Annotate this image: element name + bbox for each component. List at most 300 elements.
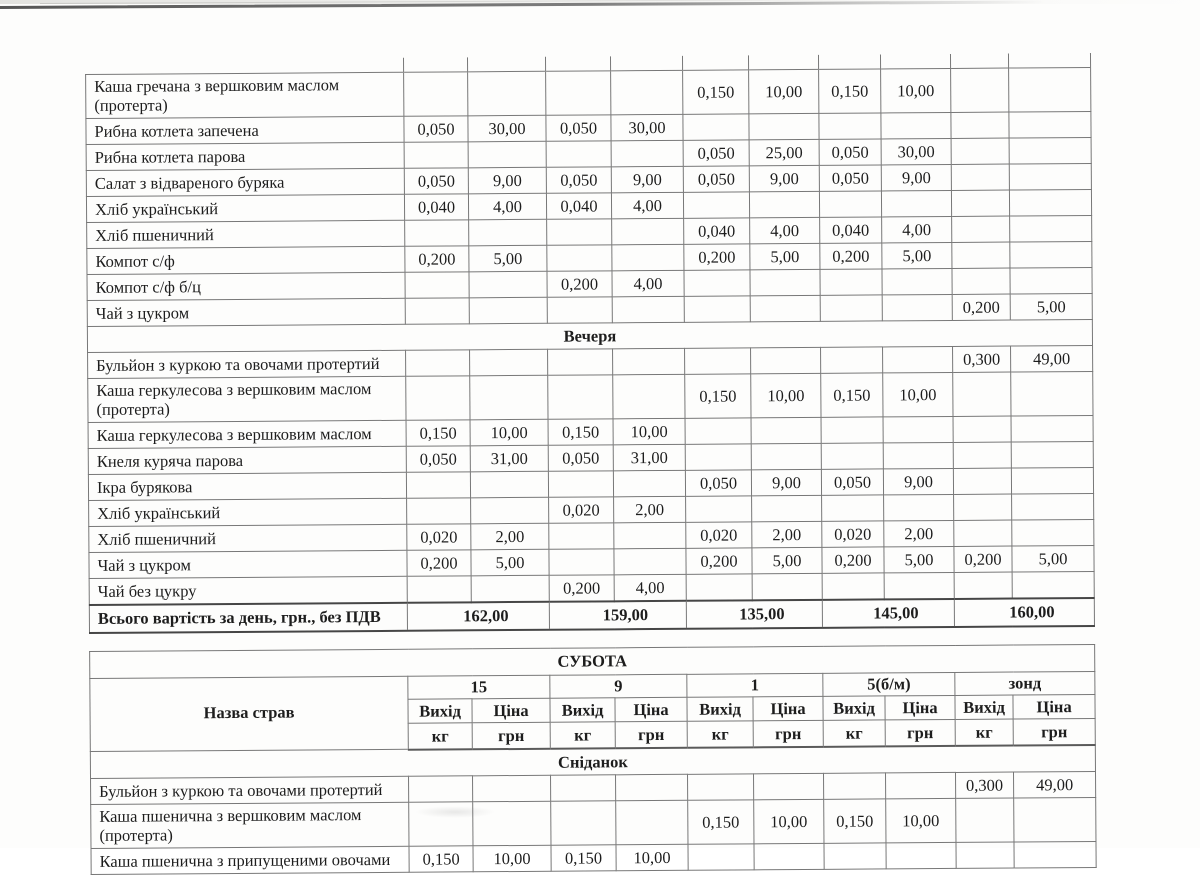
dish-name: Рибна котлета парова — [94, 146, 246, 167]
dish-name: Бульйон з куркою та овочами протертий — [99, 779, 383, 801]
portion-cell: 0,040 — [546, 193, 611, 219]
portion-cell — [547, 219, 612, 245]
price-cell — [616, 774, 688, 801]
price-cell — [884, 572, 954, 599]
price-cell — [1014, 841, 1096, 868]
price-cell — [751, 443, 821, 469]
dish-name-cell — [86, 168, 404, 196]
portion-cell — [549, 549, 614, 575]
price-cell — [751, 347, 821, 373]
dish-name: Хліб пшеничний — [95, 224, 214, 245]
price-cell — [1011, 467, 1093, 494]
price-cell — [883, 416, 953, 442]
dish-name: Рибна котлета запечена — [94, 120, 259, 141]
portion-cell: 0,020 — [686, 522, 752, 548]
dish-name: Бульйон з куркою та овочами протертий — [96, 353, 380, 375]
portion-cell — [548, 375, 613, 419]
price-header: Ціна — [885, 695, 955, 719]
portion-cell — [685, 348, 751, 374]
price-cell: 9,00 — [751, 469, 821, 495]
portion-cell: 0,020 — [549, 497, 614, 523]
portion-cell — [547, 297, 612, 323]
price-cell — [749, 191, 819, 217]
dinner-section-label: Вечеря — [87, 319, 1092, 352]
out-unit-header: кг — [408, 723, 472, 750]
price-cell: 10,00 — [470, 419, 548, 446]
dish-name-line2: (протерта) — [96, 399, 170, 420]
price-cell: 4,00 — [611, 192, 683, 219]
price-unit-header: грн — [615, 721, 687, 748]
portion-cell: 0,040 — [820, 217, 882, 243]
daily-total-value: 160,00 — [954, 598, 1094, 627]
portion-cell: 0,150 — [824, 799, 886, 843]
price-cell — [1012, 571, 1094, 598]
cutoff-cell — [682, 55, 748, 70]
price-cell: 5,00 — [469, 245, 547, 272]
price-unit-header: грн — [472, 722, 550, 749]
dish-name: Чай без цукру — [97, 580, 197, 601]
price-cell — [614, 548, 686, 575]
portion-cell: 0,200 — [686, 548, 752, 574]
dish-name: Каша пшенична з припущеними овочами — [99, 849, 391, 871]
price-cell — [750, 269, 820, 295]
dish-name: Кнеля куряча парова — [96, 450, 244, 471]
price-header: Ціна — [472, 698, 550, 723]
portion-cell: 0,150 — [551, 845, 616, 871]
portion-cell — [551, 801, 616, 845]
price-cell: 10,00 — [473, 845, 551, 872]
portion-cell: 0,200 — [820, 243, 882, 269]
dish-name-line2: (протерта) — [99, 825, 173, 846]
cutoff-cell — [880, 54, 950, 69]
price-cell — [612, 244, 684, 271]
dish-name: Чай з цукром — [95, 302, 190, 323]
price-cell — [468, 71, 546, 115]
price-cell: 5,00 — [752, 547, 822, 573]
portion-cell: 0,050 — [683, 140, 749, 166]
price-cell — [1009, 189, 1091, 216]
portion-cell — [683, 114, 749, 140]
portion-cell — [405, 220, 469, 246]
portion-cell: 0,200 — [547, 271, 612, 297]
portion-cell — [822, 573, 884, 600]
portion-cell — [956, 842, 1014, 868]
price-header: Ціна — [1013, 694, 1095, 719]
portion-cell: 0,200 — [684, 244, 750, 270]
price-cell — [752, 495, 822, 521]
price-cell: 9,00 — [468, 167, 546, 194]
dish-name-cell — [88, 376, 406, 422]
scan-smudge — [415, 806, 495, 818]
price-cell: 31,00 — [613, 444, 685, 471]
price-cell: 5,00 — [471, 549, 549, 576]
portion-cell — [819, 191, 881, 217]
diet-group-header: 9 — [550, 674, 687, 698]
dish-row — [91, 797, 1096, 848]
price-cell — [614, 522, 686, 549]
name-column-header: Назва страв — [90, 676, 409, 752]
price-cell: 9,00 — [883, 468, 953, 494]
portion-cell: 0,150 — [406, 420, 470, 446]
portion-cell — [406, 350, 470, 376]
dish-row — [86, 67, 1091, 118]
price-cell: 9,00 — [881, 164, 951, 190]
portion-cell — [685, 444, 751, 470]
daily-total-value: 159,00 — [549, 601, 686, 630]
dish-name-cell — [91, 776, 409, 804]
price-cell: 9,00 — [611, 166, 683, 193]
price-cell — [612, 296, 684, 323]
portion-cell: 0,300 — [955, 772, 1013, 798]
price-cell — [1014, 797, 1096, 842]
out-header: Вихід — [955, 695, 1013, 719]
portion-cell — [820, 269, 882, 295]
cutoff-cell — [545, 56, 610, 71]
price-cell: 4,00 — [468, 193, 546, 220]
saturday-title: СУБОТА — [90, 644, 1095, 678]
price-cell: 10,00 — [749, 69, 819, 113]
price-cell — [749, 113, 819, 139]
dish-name: Каша пшенична з вершковим маслом — [99, 804, 362, 826]
portion-cell — [409, 776, 473, 802]
price-cell — [468, 141, 546, 168]
out-unit-header: кг — [687, 721, 753, 748]
price-cell: 10,00 — [881, 68, 951, 112]
portion-cell: 0,050 — [685, 470, 751, 496]
price-cell: 25,00 — [749, 139, 819, 165]
out-unit-header: кг — [823, 720, 885, 747]
dish-name: Чай з цукром — [97, 554, 191, 575]
price-cell — [882, 268, 952, 294]
price-cell — [470, 375, 548, 419]
dish-name-cell — [89, 524, 407, 552]
portion-cell — [954, 572, 1012, 599]
price-cell: 2,00 — [614, 496, 686, 523]
price-cell — [1009, 137, 1091, 164]
price-cell: 49,00 — [1013, 771, 1095, 798]
cutoff-cell — [748, 55, 818, 70]
portion-cell — [688, 844, 754, 870]
dish-name-cell — [89, 498, 407, 526]
price-cell — [470, 349, 548, 376]
portion-cell — [952, 268, 1010, 294]
price-cell — [1009, 163, 1091, 190]
portion-cell — [688, 774, 754, 800]
portion-cell — [951, 68, 1009, 112]
price-cell: 5,00 — [1010, 293, 1092, 320]
price-cell — [611, 140, 683, 167]
portion-cell — [406, 376, 470, 420]
out-header: Вихід — [823, 696, 885, 720]
portion-cell: 0,200 — [822, 547, 884, 573]
portion-cell — [546, 141, 611, 167]
portion-cell: 0,200 — [405, 246, 469, 272]
portion-cell — [953, 416, 1011, 442]
dish-name-cell — [88, 446, 406, 474]
diet-group-header: 1 — [687, 673, 823, 697]
price-cell — [471, 575, 549, 602]
diet-group-header: зонд — [955, 671, 1095, 695]
price-cell — [1011, 441, 1093, 468]
dish-name-cell — [86, 72, 404, 118]
price-cell: 49,00 — [1011, 345, 1093, 372]
price-cell — [613, 470, 685, 497]
dish-name-cell — [91, 846, 409, 874]
price-cell — [1010, 215, 1092, 242]
out-header: Вихід — [550, 698, 615, 722]
portion-cell — [951, 138, 1009, 164]
portion-cell — [686, 574, 752, 601]
price-cell: 10,00 — [613, 418, 685, 445]
portion-cell — [821, 417, 883, 443]
portion-cell — [548, 349, 613, 375]
portion-cell: 0,040 — [404, 194, 468, 220]
portion-cell — [953, 442, 1011, 468]
portion-cell — [406, 472, 470, 498]
portion-cell: 0,050 — [819, 139, 881, 165]
breakfast-section-label: Сніданок — [90, 745, 1095, 779]
portion-cell: 0,150 — [548, 419, 613, 445]
price-cell: 4,00 — [882, 216, 952, 242]
price-cell: 4,00 — [750, 217, 820, 243]
dish-name-cell — [87, 246, 405, 274]
portion-cell — [954, 494, 1012, 520]
price-cell — [881, 112, 951, 138]
dish-name-cell — [87, 272, 405, 300]
price-header: Ціна — [753, 696, 823, 720]
price-cell: 5,00 — [1012, 545, 1094, 572]
dish-name: Хліб український — [94, 198, 219, 219]
portion-cell: 0,150 — [685, 374, 751, 418]
portion-cell — [547, 245, 612, 271]
portion-cell: 0,200 — [952, 294, 1010, 320]
portion-cell — [549, 523, 614, 549]
price-cell — [1012, 493, 1094, 520]
cutoff-cell — [818, 54, 880, 69]
portion-cell: 0,050 — [404, 168, 468, 194]
portion-cell — [821, 347, 883, 373]
portion-cell — [405, 272, 469, 298]
out-header: Вихід — [687, 697, 753, 721]
dish-name-cell — [86, 116, 404, 144]
price-cell: 5,00 — [884, 546, 954, 572]
price-cell — [613, 374, 685, 418]
dish-name: Ікра бурякова — [96, 476, 193, 497]
portion-cell — [686, 496, 752, 522]
portion-cell — [551, 775, 616, 801]
price-cell — [1009, 111, 1091, 138]
price-cell — [611, 70, 683, 114]
price-cell — [1010, 267, 1092, 294]
portion-cell: 0,150 — [409, 846, 473, 872]
dish-name-cell — [91, 802, 409, 848]
price-cell — [885, 772, 955, 798]
portion-cell: 0,200 — [549, 575, 614, 602]
price-cell: 10,00 — [616, 844, 688, 871]
dish-name-cell — [86, 142, 404, 170]
dish-name: Хліб пшеничний — [97, 528, 216, 549]
dish-name: Хліб український — [97, 502, 221, 523]
price-cell — [1010, 241, 1092, 268]
menu-table-saturday — [89, 644, 1097, 875]
daily-total-value: 135,00 — [686, 600, 822, 629]
diet-group-header: 5(б/м) — [823, 672, 955, 696]
portion-cell — [823, 773, 885, 799]
out-unit-header: кг — [550, 722, 615, 749]
price-cell: 4,00 — [614, 574, 686, 601]
price-cell — [469, 219, 547, 246]
portion-cell — [954, 520, 1012, 546]
portion-cell — [951, 190, 1009, 216]
price-header: Ціна — [615, 697, 687, 722]
portion-cell — [951, 164, 1009, 190]
price-cell — [752, 573, 822, 600]
dish-name: Компот с/ф б/ц — [95, 276, 201, 297]
price-unit-header: грн — [885, 719, 955, 746]
price-cell — [1011, 371, 1093, 416]
portion-cell — [407, 498, 471, 524]
portion-cell: 0,300 — [953, 346, 1011, 372]
portion-cell: 0,050 — [406, 446, 470, 472]
cutoff-cell — [610, 56, 682, 71]
portion-cell — [684, 296, 750, 322]
price-cell — [750, 295, 820, 321]
price-cell — [753, 773, 823, 799]
price-cell: 30,00 — [611, 114, 683, 141]
dish-name-line2: (протерта) — [94, 95, 168, 116]
menu-table-day-end — [85, 53, 1095, 634]
cutoff-cell — [950, 54, 1008, 69]
dish-name-cell — [89, 576, 407, 605]
portion-cell: 0,150 — [683, 70, 749, 114]
price-cell: 30,00 — [468, 115, 546, 142]
cutoff-cell — [467, 57, 545, 72]
price-cell — [882, 294, 952, 320]
price-cell: 2,00 — [471, 523, 549, 550]
portion-cell: 0,050 — [546, 115, 611, 141]
dish-row — [88, 371, 1093, 422]
price-cell: 10,00 — [754, 799, 824, 843]
dish-name-cell — [88, 420, 406, 448]
dish-name-cell — [88, 472, 406, 500]
portion-cell — [685, 418, 751, 444]
price-cell: 10,00 — [751, 373, 821, 417]
price-cell — [1009, 67, 1091, 112]
portion-cell — [683, 192, 749, 218]
portion-cell: 0,040 — [684, 218, 750, 244]
portion-cell: 0,020 — [822, 521, 884, 547]
out-header: Вихід — [408, 699, 472, 723]
portion-cell: 0,200 — [407, 550, 471, 576]
portion-cell — [407, 576, 471, 603]
portion-cell: 0,050 — [683, 166, 749, 192]
price-cell — [881, 190, 951, 216]
price-cell: 5,00 — [882, 242, 952, 268]
price-cell: 10,00 — [886, 798, 956, 842]
price-cell — [1012, 519, 1094, 546]
portion-cell — [819, 113, 881, 139]
price-cell — [616, 800, 688, 844]
price-cell: 4,00 — [612, 270, 684, 297]
portion-cell — [952, 242, 1010, 268]
price-cell: 31,00 — [470, 445, 548, 472]
daily-total-value: 162,00 — [407, 602, 549, 631]
cutoff-cell — [1008, 53, 1090, 68]
dish-name: Каша геркулесова з вершковим маслом — [96, 378, 372, 400]
portion-cell — [953, 372, 1011, 416]
portion-cell — [548, 471, 613, 497]
price-cell — [883, 442, 953, 468]
portion-cell — [953, 468, 1011, 494]
price-cell: 30,00 — [881, 138, 951, 164]
price-cell — [1011, 415, 1093, 442]
portion-cell — [684, 270, 750, 296]
dish-name: Каша гречана з вершковим маслом — [94, 75, 340, 96]
portion-cell: 0,200 — [954, 546, 1012, 572]
price-cell — [471, 497, 549, 524]
portion-cell: 0,050 — [546, 167, 611, 193]
portion-cell — [824, 843, 886, 869]
portion-cell: 0,020 — [407, 524, 471, 550]
price-cell — [884, 494, 954, 520]
dish-name-cell — [87, 220, 405, 248]
portion-cell: 0,150 — [819, 69, 881, 113]
portion-cell — [956, 798, 1014, 842]
cutoff-cell — [403, 57, 467, 72]
price-cell — [612, 218, 684, 245]
portion-cell — [404, 142, 468, 168]
dish-name: Салат з відвареного буряка — [94, 172, 285, 193]
price-cell — [754, 843, 824, 869]
portion-cell — [404, 72, 468, 116]
price-cell — [886, 842, 956, 868]
price-cell — [469, 271, 547, 298]
diet-group-header: 15 — [408, 675, 550, 699]
price-cell: 5,00 — [750, 243, 820, 269]
portion-cell: 0,150 — [688, 800, 754, 844]
price-unit-header: грн — [1013, 718, 1095, 745]
portion-cell — [820, 295, 882, 321]
daily-total-value: 145,00 — [822, 599, 954, 628]
menu-sheet — [85, 53, 1096, 875]
dish-name: Компот с/ф — [95, 251, 175, 271]
price-cell: 9,00 — [749, 165, 819, 191]
price-cell — [473, 775, 551, 802]
portion-cell — [822, 495, 884, 521]
portion-cell: 0,150 — [821, 373, 883, 417]
portion-cell: 0,050 — [821, 469, 883, 495]
portion-cell — [546, 71, 611, 115]
dish-name-cell — [89, 550, 407, 578]
price-unit-header: грн — [753, 720, 823, 747]
portion-cell — [952, 216, 1010, 242]
price-cell: 2,00 — [884, 520, 954, 546]
dish-name: Каша геркулесова з вершковим маслом — [96, 423, 372, 445]
portion-cell — [821, 443, 883, 469]
portion-cell: 0,050 — [819, 165, 881, 191]
price-cell — [883, 346, 953, 372]
price-cell — [613, 348, 685, 375]
price-cell — [470, 471, 548, 498]
price-cell — [469, 297, 547, 324]
dish-name-cell — [87, 298, 405, 326]
portion-cell — [951, 112, 1009, 138]
portion-cell: 0,050 — [404, 116, 468, 142]
dish-name-cell — [88, 350, 406, 378]
dish-name-cell — [86, 194, 404, 222]
out-unit-header: кг — [955, 719, 1013, 746]
portion-cell: 0,050 — [548, 445, 613, 471]
